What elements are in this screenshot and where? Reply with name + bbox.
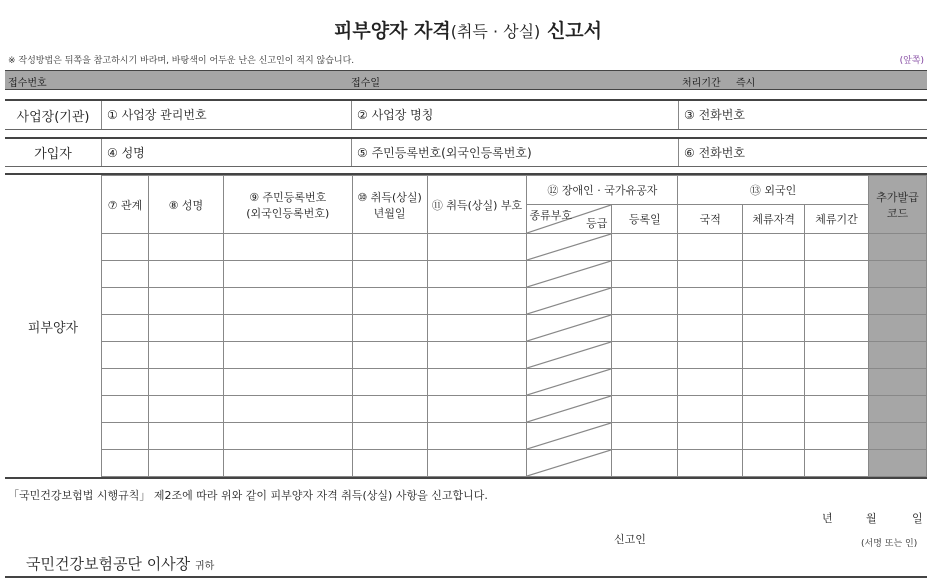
entry-cell[interactable]: [612, 396, 678, 423]
entry-cell[interactable]: [148, 234, 223, 261]
entry-cell[interactable]: [678, 288, 743, 315]
dependents-section: [5, 173, 927, 479]
entry-cell[interactable]: [427, 342, 527, 369]
col-date-header: [352, 176, 427, 234]
type-code-label: 종류부호: [529, 209, 572, 222]
col-name-header: ⑧ 성명: [148, 176, 223, 234]
entry-cell[interactable]: [352, 423, 427, 450]
table-row: [102, 234, 927, 261]
title-main: 피부양자 자격: [333, 20, 451, 42]
type-grade-cell[interactable]: [527, 234, 612, 261]
type-grade-cell[interactable]: [527, 423, 612, 450]
subscriber-name-field[interactable]: ④ 성명: [107, 146, 145, 160]
type-grade-cell[interactable]: [527, 396, 612, 423]
diagonal-line: [527, 369, 611, 395]
workplace-number-field[interactable]: ① 사업장 관리번호: [107, 108, 207, 122]
table-row: [102, 369, 927, 396]
entry-cell[interactable]: [102, 396, 149, 423]
entry-cell[interactable]: [805, 369, 869, 396]
col-extra-code-header: [869, 176, 927, 234]
subscriber-label: 가입자: [5, 139, 102, 166]
entry-cell[interactable]: [352, 396, 427, 423]
entry-cell[interactable]: [223, 234, 352, 261]
entry-cell[interactable]: [612, 450, 678, 477]
entry-cell[interactable]: [612, 234, 678, 261]
extra-code-cell: [869, 342, 927, 369]
entry-cell[interactable]: [223, 423, 352, 450]
entry-cell[interactable]: [352, 288, 427, 315]
entry-cell[interactable]: [352, 450, 427, 477]
subscriber-section: [5, 137, 927, 167]
diagonal-line: [527, 450, 611, 476]
extra-code-cell: [869, 369, 927, 396]
entry-cell[interactable]: [743, 288, 805, 315]
entry-cell[interactable]: [678, 234, 743, 261]
col-foreigner-header: ⑬ 외국인: [678, 176, 869, 205]
entry-cell[interactable]: [223, 369, 352, 396]
entry-cell[interactable]: [427, 261, 527, 288]
divider: [678, 101, 679, 129]
entry-cell[interactable]: [678, 450, 743, 477]
entry-cell[interactable]: [678, 369, 743, 396]
dependents-table: [101, 175, 927, 477]
entry-cell[interactable]: [427, 396, 527, 423]
diagonal-line: [527, 315, 611, 341]
workplace-phone-field[interactable]: ③ 전화번호: [684, 108, 745, 122]
extra-code-cell: [869, 423, 927, 450]
table-row: [102, 396, 927, 423]
table-row: [102, 288, 927, 315]
col-extra-header-line2: 코드: [886, 206, 909, 220]
col-regdate-header: 등록일: [612, 205, 678, 234]
col-extra-header-line1: 추가발급: [876, 190, 919, 204]
entry-cell[interactable]: [743, 369, 805, 396]
signature-note: (서명 또는 인): [861, 539, 918, 549]
entry-cell[interactable]: [743, 396, 805, 423]
addressee-name: 국민건강보험공단 이사장: [26, 555, 191, 573]
entry-cell[interactable]: [352, 234, 427, 261]
entry-cell[interactable]: [612, 315, 678, 342]
workplace-section: [5, 99, 927, 130]
addressee-suffix: 귀하: [194, 561, 215, 572]
day-label: 일: [912, 512, 923, 525]
entry-cell[interactable]: [102, 261, 149, 288]
diagonal-line: [527, 261, 611, 287]
entry-cell[interactable]: [805, 261, 869, 288]
extra-code-cell: [869, 450, 927, 477]
grade-label: 등급: [586, 217, 608, 230]
entry-cell[interactable]: [223, 315, 352, 342]
entry-cell[interactable]: [102, 315, 149, 342]
entry-cell[interactable]: [102, 342, 149, 369]
divider: [678, 139, 679, 166]
entry-cell[interactable]: [612, 423, 678, 450]
processing-period-label: 처리기간: [682, 78, 721, 89]
entry-cell[interactable]: [805, 450, 869, 477]
col-date-header-line1: ⑩ 취득(상실): [357, 190, 422, 204]
entry-cell[interactable]: [223, 342, 352, 369]
entry-cell[interactable]: [743, 450, 805, 477]
entry-cell[interactable]: [223, 450, 352, 477]
entry-cell[interactable]: [678, 423, 743, 450]
diagonal-line: [527, 288, 611, 314]
col-type-grade-header: [527, 205, 612, 234]
entry-cell[interactable]: [102, 234, 149, 261]
entry-cell[interactable]: [743, 234, 805, 261]
diagonal-line: [527, 396, 611, 422]
entry-cell[interactable]: [612, 342, 678, 369]
entry-cell[interactable]: [743, 315, 805, 342]
diagonal-line: [527, 234, 611, 260]
entry-cell[interactable]: [352, 342, 427, 369]
bottom-rule: [5, 576, 927, 578]
extra-code-cell: [869, 396, 927, 423]
table-row: [102, 423, 927, 450]
entry-cell[interactable]: [427, 315, 527, 342]
entry-cell[interactable]: [612, 369, 678, 396]
entry-cell[interactable]: [427, 288, 527, 315]
subscriber-phone-field[interactable]: ⑥ 전화번호: [684, 146, 745, 160]
type-grade-cell[interactable]: [527, 369, 612, 396]
type-grade-cell[interactable]: [527, 315, 612, 342]
col-nationality-header: 국적: [678, 205, 743, 234]
entry-cell[interactable]: [678, 396, 743, 423]
entry-cell[interactable]: [743, 423, 805, 450]
entry-cell[interactable]: [148, 396, 223, 423]
month-label: 월: [866, 512, 877, 525]
col-stay-status-header: 체류자격: [743, 205, 805, 234]
entry-cell[interactable]: [805, 396, 869, 423]
col-rrn-header-line2: (외국인등록번호): [246, 206, 330, 220]
entry-cell[interactable]: [805, 342, 869, 369]
entry-cell[interactable]: [805, 423, 869, 450]
table-row: [102, 261, 927, 288]
entry-cell[interactable]: [678, 342, 743, 369]
workplace-name-field[interactable]: ② 사업장 명칭: [357, 108, 434, 122]
entry-cell[interactable]: [148, 423, 223, 450]
entry-cell[interactable]: [148, 315, 223, 342]
type-grade-cell[interactable]: [527, 342, 612, 369]
receipt-number-label: 접수번호: [8, 78, 47, 89]
col-stay-period-header: 체류기간: [805, 205, 869, 234]
entry-cell[interactable]: [678, 315, 743, 342]
table-row: [102, 342, 927, 369]
type-grade-cell[interactable]: [527, 261, 612, 288]
subscriber-rrn-field[interactable]: ⑤ 주민등록번호(외국인등록번호): [357, 146, 532, 160]
extra-code-cell: [869, 234, 927, 261]
diagonal-line: [527, 423, 611, 449]
type-grade-cell[interactable]: [527, 288, 612, 315]
col-rrn-header-line1: ⑨ 주민등록번호: [249, 190, 327, 204]
extra-code-cell: [869, 315, 927, 342]
table-row: [102, 450, 927, 477]
entry-cell[interactable]: [102, 288, 149, 315]
receipt-date-label: 접수일: [351, 78, 380, 89]
instruction-note: ※ 작성방법은 뒤쪽을 참고하시기 바라며, 바탕색이 어두운 난은 신고인이 적지 않습니다.: [8, 56, 355, 66]
entry-cell[interactable]: [805, 315, 869, 342]
entry-cell[interactable]: [148, 288, 223, 315]
entry-cell[interactable]: [612, 288, 678, 315]
entry-cell[interactable]: [427, 450, 527, 477]
dependents-label: 피부양자: [27, 320, 79, 336]
workplace-label: 사업장(기관): [5, 101, 102, 129]
divider: [351, 101, 352, 129]
title-paren: (취득 · 상실): [450, 22, 541, 41]
page-side-label: (앞쪽): [899, 56, 924, 66]
col-date-header-line2: 년월일: [373, 206, 406, 220]
entry-cell[interactable]: [427, 369, 527, 396]
table-row: [102, 315, 927, 342]
processing-period-value: 즉시: [736, 78, 756, 89]
signer-label: 신고인: [614, 533, 646, 546]
entry-cell[interactable]: [427, 234, 527, 261]
diagonal-line: [527, 342, 611, 368]
entry-cell[interactable]: [148, 261, 223, 288]
entry-cell[interactable]: [148, 342, 223, 369]
extra-code-cell: [869, 261, 927, 288]
entry-cell[interactable]: [427, 423, 527, 450]
entry-cell[interactable]: [102, 369, 149, 396]
entry-cell[interactable]: [805, 288, 869, 315]
entry-cell[interactable]: [148, 450, 223, 477]
col-code-header: ⑪ 취득(상실) 부호: [427, 176, 527, 234]
addressee: [26, 553, 214, 574]
entry-cell[interactable]: [612, 261, 678, 288]
receipt-bar: [5, 70, 927, 90]
entry-cell[interactable]: [352, 261, 427, 288]
col-rrn-header: [223, 176, 352, 234]
entry-cell[interactable]: [743, 261, 805, 288]
entry-cell[interactable]: [352, 369, 427, 396]
form-title: [0, 16, 936, 43]
entry-cell[interactable]: [352, 315, 427, 342]
entry-cell[interactable]: [223, 261, 352, 288]
legal-statement: 「국민건강보험법 시행규칙」 제2조에 따라 위와 같이 피부양자 자격 취득(상실) 사항을 신고합니다.: [8, 489, 488, 502]
entry-cell[interactable]: [223, 288, 352, 315]
col-disabled-header: ⑫ 장애인 · 국가유공자: [527, 176, 678, 205]
entry-cell[interactable]: [805, 234, 869, 261]
type-grade-cell[interactable]: [527, 450, 612, 477]
entry-cell[interactable]: [102, 423, 149, 450]
entry-cell[interactable]: [678, 261, 743, 288]
title-tail: 신고서: [546, 20, 602, 42]
col-relation-header: ⑦ 관계: [102, 176, 149, 234]
entry-cell[interactable]: [148, 369, 223, 396]
divider: [351, 139, 352, 166]
entry-cell[interactable]: [743, 342, 805, 369]
entry-cell[interactable]: [102, 450, 149, 477]
entry-cell[interactable]: [223, 396, 352, 423]
year-label: 년: [822, 512, 833, 525]
extra-code-cell: [869, 288, 927, 315]
